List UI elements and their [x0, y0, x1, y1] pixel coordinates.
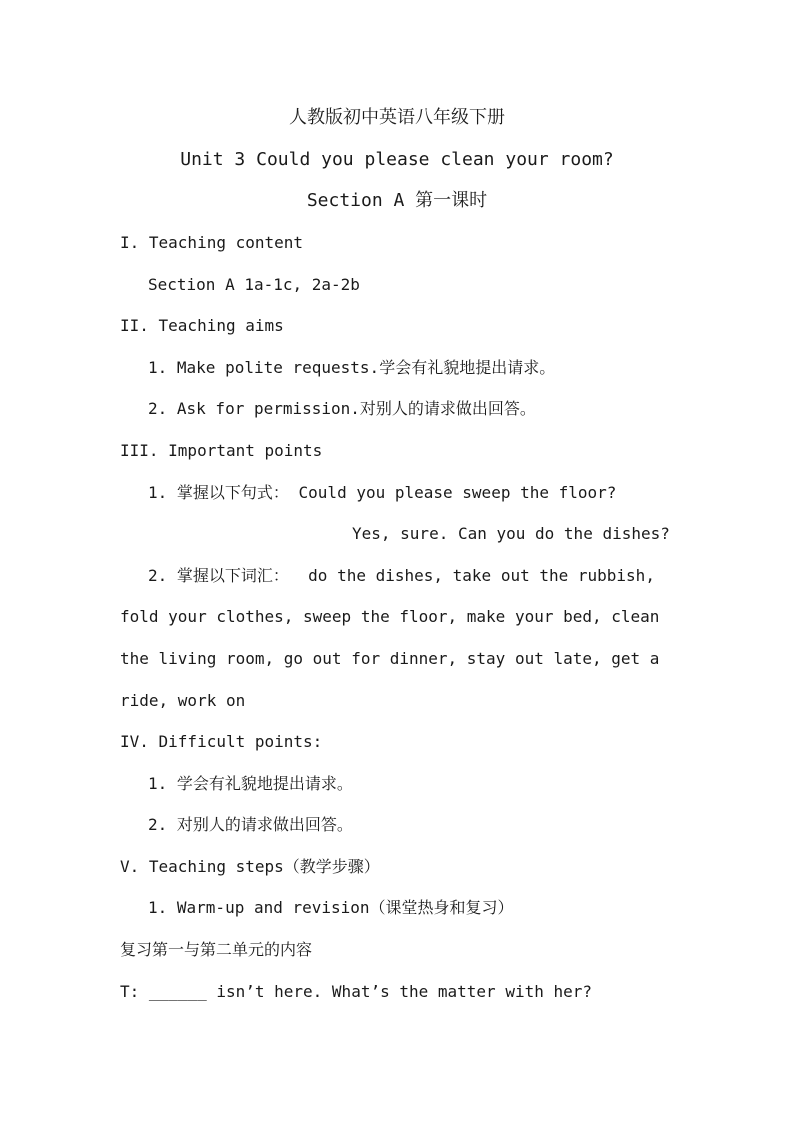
important-point-item-2-line-2: fold your clothes, sweep the floor, make your bed, clean	[120, 607, 660, 626]
difficult-points-heading: IV. Difficult points:	[120, 732, 323, 751]
important-point-item-2-line-4: ride, work on	[120, 691, 246, 710]
difficult-point-item-1: 1. 学会有礼貌地提出请求。	[148, 774, 353, 793]
important-points-heading: III. Important points	[120, 441, 323, 460]
teaching-step-1: 1. Warm-up and revision（课堂热身和复习）	[148, 898, 514, 917]
section-title: Section A 第一课时	[306, 190, 488, 211]
teaching-content-heading: I. Teaching content	[120, 233, 304, 252]
important-point-item-2-line-3: the living room, go out for dinner, stay out late, get a	[120, 649, 660, 668]
teaching-aim-item-1: 1. Make polite requests.学会有礼貌地提出请求。	[148, 358, 556, 377]
document-title: 人教版初中英语八年级下册	[289, 107, 505, 128]
important-point-item-1: 1. 掌握以下句式： Could you please sweep the floor?	[148, 483, 617, 502]
unit-title: Unit 3 Could you please clean your room?	[180, 149, 614, 170]
review-note: 复习第一与第二单元的内容	[120, 940, 313, 959]
important-point-item-1-continuation: Yes, sure. Can you do the dishes?	[352, 524, 670, 543]
teaching-steps-heading: V. Teaching steps（教学步骤）	[120, 857, 380, 876]
teaching-aims-heading: II. Teaching aims	[120, 316, 284, 335]
teaching-content-item: Section A 1a-1c, 2a-2b	[148, 275, 360, 294]
teaching-aim-item-2: 2. Ask for permission.对别人的请求做出回答。	[148, 399, 536, 418]
dialogue-line: T: ______ isn’t here. What’s the matter with her?	[120, 982, 593, 1001]
important-point-item-2: 2. 掌握以下词汇： do the dishes, take out the rubbish,	[148, 566, 655, 585]
difficult-point-item-2: 2. 对别人的请求做出回答。	[148, 815, 353, 834]
